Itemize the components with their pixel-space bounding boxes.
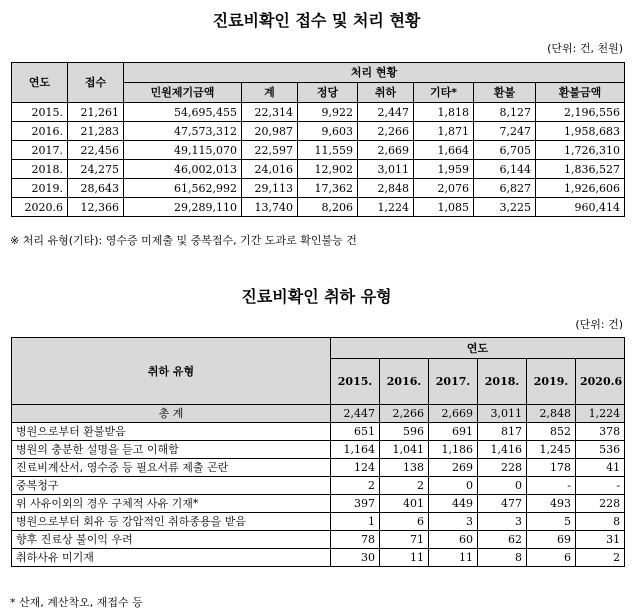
cell-value: 78 <box>331 531 380 549</box>
cell-value: 1,245 <box>527 441 576 459</box>
table2-note: * 산재, 계산착오, 재접수 등 <box>10 596 143 609</box>
cell-total: 13,740 <box>242 198 298 217</box>
cell-year: 2015. <box>12 103 68 122</box>
table-row <box>12 459 625 477</box>
cell-year: 2018. <box>12 160 68 179</box>
cell-value: - <box>576 477 625 495</box>
cell-value: 11 <box>380 549 429 567</box>
cell-other: 2,076 <box>414 179 474 198</box>
cell-value: 8 <box>576 513 625 531</box>
cell-value: 401 <box>380 495 429 513</box>
cell-value: 397 <box>331 495 380 513</box>
cell-amount: 47,573,312 <box>124 122 242 141</box>
cell-value: 493 <box>527 495 576 513</box>
table-row <box>12 531 625 549</box>
table-row <box>12 160 625 179</box>
cell-value: 1,164 <box>331 441 380 459</box>
cell-other: 1,959 <box>414 160 474 179</box>
table-row <box>12 495 625 513</box>
cell-value: 2,669 <box>429 405 478 423</box>
cell-refund-amount: 1,726,310 <box>536 141 625 160</box>
cell-value: 0 <box>429 477 478 495</box>
header-year-6: 2020.6 <box>576 359 625 405</box>
table-row <box>12 549 625 567</box>
header-refund: 환불 <box>474 83 536 103</box>
cell-refund: 6,827 <box>474 179 536 198</box>
cell-refund-amount: 1,958,683 <box>536 122 625 141</box>
table-row <box>12 405 625 423</box>
cell-value: 2 <box>331 477 380 495</box>
cell-amount: 61,562,992 <box>124 179 242 198</box>
cell-value: 378 <box>576 423 625 441</box>
cell-value: 477 <box>478 495 527 513</box>
header-other: 기타* <box>414 83 474 103</box>
cell-total: 24,016 <box>242 160 298 179</box>
cell-value: 41 <box>576 459 625 477</box>
cell-value: 60 <box>429 531 478 549</box>
table2-unit: (단위: 건) <box>575 318 623 331</box>
cell-value: 449 <box>429 495 478 513</box>
receipt-processing-table <box>11 62 625 217</box>
cell-total: 22,314 <box>242 103 298 122</box>
cell-valid: 9,603 <box>298 122 358 141</box>
row-label: 병원의 충분한 설명을 듣고 이해함 <box>12 441 331 459</box>
cell-valid: 17,362 <box>298 179 358 198</box>
cell-valid: 9,922 <box>298 103 358 122</box>
table-row <box>12 179 625 198</box>
cell-refund: 6,705 <box>474 141 536 160</box>
cell-value: 2,447 <box>331 405 380 423</box>
cell-year: 2017. <box>12 141 68 160</box>
cell-value: 1,041 <box>380 441 429 459</box>
header-type: 취하 유형 <box>12 338 331 405</box>
cell-received: 22,456 <box>68 141 124 160</box>
table1-title: 진료비확인 접수 및 처리 현황 <box>212 11 421 30</box>
cell-year: 2019. <box>12 179 68 198</box>
table-row <box>12 122 625 141</box>
cell-value: 5 <box>527 513 576 531</box>
cell-withdraw: 2,266 <box>358 122 414 141</box>
cell-other: 1,664 <box>414 141 474 160</box>
cell-refund: 3,225 <box>474 198 536 217</box>
cell-value: - <box>527 477 576 495</box>
header-year-group: 연도 <box>331 338 625 359</box>
cell-withdraw: 1,224 <box>358 198 414 217</box>
cell-value: 11 <box>429 549 478 567</box>
cell-other: 1,818 <box>414 103 474 122</box>
cell-withdraw: 2,848 <box>358 179 414 198</box>
header-total: 계 <box>242 83 298 103</box>
cell-withdraw: 2,669 <box>358 141 414 160</box>
header-amount: 민원제기금액 <box>124 83 242 103</box>
cell-value: 71 <box>380 531 429 549</box>
withdrawal-type-table <box>11 337 625 567</box>
cell-value: 138 <box>380 459 429 477</box>
row-label: 중복청구 <box>12 477 331 495</box>
cell-value: 596 <box>380 423 429 441</box>
row-label: 향후 진료상 불이익 우려 <box>12 531 331 549</box>
table-row <box>12 423 625 441</box>
cell-value: 2 <box>576 549 625 567</box>
cell-value: 62 <box>478 531 527 549</box>
table1-note: ※ 처리 유형(기타): 영수증 미제출 및 중복접수, 기간 도과로 확인불능 건 <box>10 234 357 247</box>
cell-withdraw: 2,447 <box>358 103 414 122</box>
cell-amount: 49,115,070 <box>124 141 242 160</box>
cell-refund-amount: 2,196,556 <box>536 103 625 122</box>
cell-received: 21,283 <box>68 122 124 141</box>
cell-value: 1 <box>331 513 380 531</box>
header-refund-amount: 환불금액 <box>536 83 625 103</box>
table1-unit: (단위: 건, 천원) <box>547 42 623 55</box>
cell-value: 3 <box>478 513 527 531</box>
cell-value: 691 <box>429 423 478 441</box>
cell-value: 178 <box>527 459 576 477</box>
cell-value: 6 <box>380 513 429 531</box>
cell-valid: 12,902 <box>298 160 358 179</box>
cell-valid: 8,206 <box>298 198 358 217</box>
header-received: 접수 <box>68 63 124 103</box>
cell-received: 12,366 <box>68 198 124 217</box>
cell-value: 228 <box>478 459 527 477</box>
cell-value: 269 <box>429 459 478 477</box>
table-row <box>12 477 625 495</box>
row-label: 취하사유 미기재 <box>12 549 331 567</box>
table-row <box>12 513 625 531</box>
header-valid: 정당 <box>298 83 358 103</box>
cell-received: 24,275 <box>68 160 124 179</box>
cell-refund-amount: 1,926,606 <box>536 179 625 198</box>
row-label: 진료비계산서, 영수증 등 필요서류 제출 곤란 <box>12 459 331 477</box>
cell-refund-amount: 1,836,527 <box>536 160 625 179</box>
cell-value: 0 <box>478 477 527 495</box>
header-year-2: 2016. <box>380 359 429 405</box>
cell-value: 2,848 <box>527 405 576 423</box>
cell-total: 29,113 <box>242 179 298 198</box>
row-label: 위 사유이외의 경우 구체적 사유 기재* <box>12 495 331 513</box>
cell-refund: 6,144 <box>474 160 536 179</box>
cell-total: 22,597 <box>242 141 298 160</box>
header-year: 연도 <box>12 63 68 103</box>
cell-amount: 46,002,013 <box>124 160 242 179</box>
header-withdraw: 취하 <box>358 83 414 103</box>
cell-value: 8 <box>478 549 527 567</box>
cell-total: 20,987 <box>242 122 298 141</box>
table-row <box>12 198 625 217</box>
table-row <box>12 141 625 160</box>
cell-value: 1,416 <box>478 441 527 459</box>
header-year-1: 2015. <box>331 359 380 405</box>
cell-value: 1,186 <box>429 441 478 459</box>
cell-received: 28,643 <box>68 179 124 198</box>
cell-other: 1,871 <box>414 122 474 141</box>
cell-value: 852 <box>527 423 576 441</box>
cell-value: 69 <box>527 531 576 549</box>
cell-valid: 11,559 <box>298 141 358 160</box>
cell-refund: 7,247 <box>474 122 536 141</box>
cell-refund: 8,127 <box>474 103 536 122</box>
cell-value: 2,266 <box>380 405 429 423</box>
row-label: 총 계 <box>12 405 331 423</box>
cell-value: 536 <box>576 441 625 459</box>
cell-year: 2020.6 <box>12 198 68 217</box>
cell-year: 2016. <box>12 122 68 141</box>
cell-amount: 54,695,455 <box>124 103 242 122</box>
cell-value: 124 <box>331 459 380 477</box>
cell-value: 30 <box>331 549 380 567</box>
cell-value: 3,011 <box>478 405 527 423</box>
cell-value: 228 <box>576 495 625 513</box>
cell-value: 817 <box>478 423 527 441</box>
cell-value: 3 <box>429 513 478 531</box>
header-year-5: 2019. <box>527 359 576 405</box>
cell-received: 21,261 <box>68 103 124 122</box>
cell-refund-amount: 960,414 <box>536 198 625 217</box>
row-label: 병원으로부터 회유 등 강압적인 취하종용을 받음 <box>12 513 331 531</box>
header-processing: 처리 현황 <box>124 63 625 83</box>
cell-value: 2 <box>380 477 429 495</box>
cell-amount: 29,289,110 <box>124 198 242 217</box>
header-year-3: 2017. <box>429 359 478 405</box>
cell-value: 6 <box>527 549 576 567</box>
cell-withdraw: 3,011 <box>358 160 414 179</box>
table2-title: 진료비확인 취하 유형 <box>241 287 392 306</box>
header-year-4: 2018. <box>478 359 527 405</box>
cell-value: 1,224 <box>576 405 625 423</box>
cell-other: 1,085 <box>414 198 474 217</box>
table-row <box>12 103 625 122</box>
cell-value: 31 <box>576 531 625 549</box>
cell-value: 651 <box>331 423 380 441</box>
row-label: 병원으로부터 환불받음 <box>12 423 331 441</box>
table-row <box>12 441 625 459</box>
